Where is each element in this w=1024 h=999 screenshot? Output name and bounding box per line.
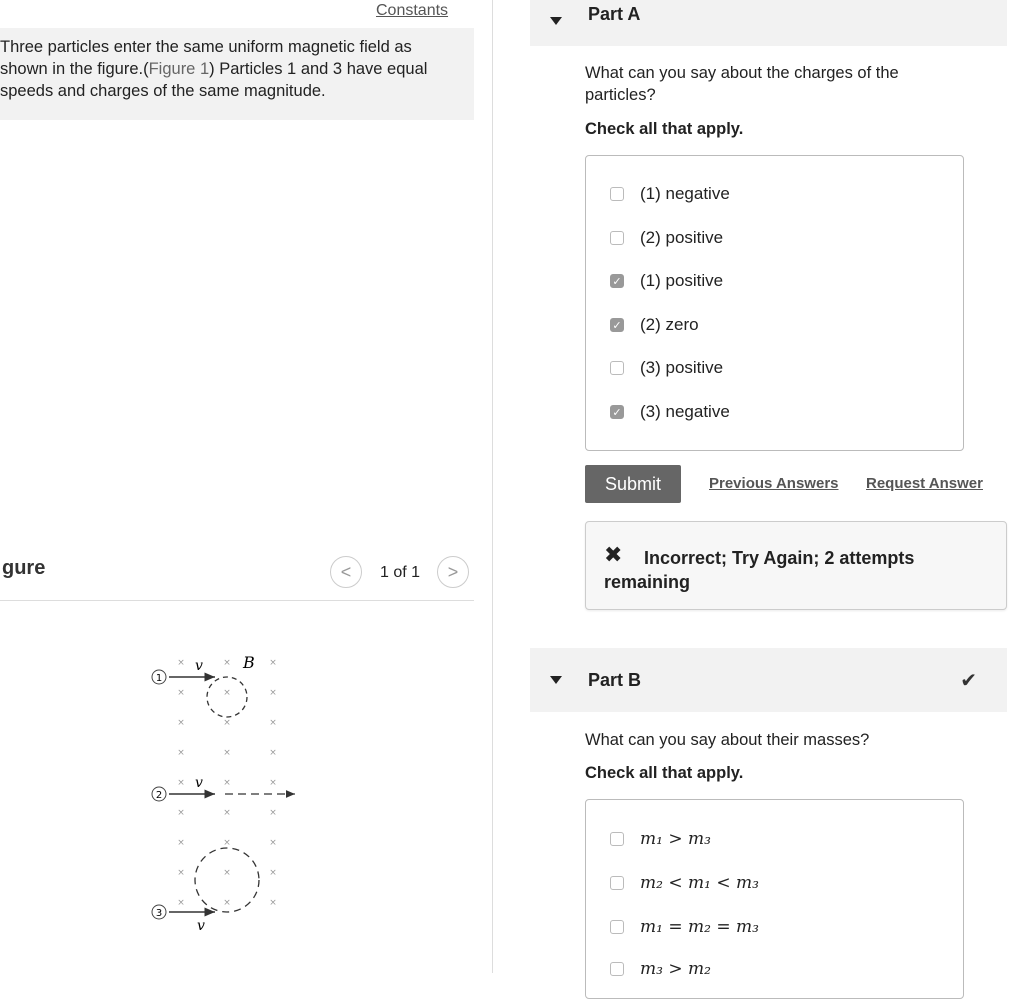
part-a-options	[585, 155, 964, 451]
part-a-header[interactable]	[530, 0, 1007, 46]
checkbox[interactable]	[610, 962, 624, 976]
option-1-negative[interactable]	[610, 183, 730, 205]
previous-answers-link[interactable]: Previous Answers	[709, 475, 839, 492]
field-x-marker: ×	[177, 808, 185, 818]
field-x-marker: ×	[269, 658, 277, 668]
field-x-marker: ×	[269, 778, 277, 788]
next-figure-button[interactable]	[437, 556, 469, 588]
option-m3-gt-m2[interactable]	[610, 958, 711, 980]
option-m1-gt-m3[interactable]	[610, 828, 711, 850]
field-x-marker: ×	[269, 838, 277, 848]
checkbox[interactable]	[610, 832, 624, 846]
option-label: (3) positive	[640, 358, 724, 377]
option-3-positive[interactable]	[610, 357, 723, 379]
left-panel	[0, 0, 474, 973]
field-label: B	[243, 653, 255, 672]
intro-text	[0, 36, 460, 102]
option-label: m₁ = m₂ = m₃	[640, 917, 759, 937]
checkmark-icon: ✓	[612, 319, 622, 332]
checkbox-checked[interactable]	[610, 318, 624, 332]
part-a-instruction: Check all that apply.	[585, 120, 744, 138]
field-x-marker: ×	[177, 898, 185, 908]
incorrect-x-icon: ✖	[604, 542, 623, 567]
velocity-label-3: v	[197, 918, 205, 934]
part-b-options	[585, 799, 964, 999]
velocity-label-2: v	[195, 775, 203, 791]
field-markers	[177, 658, 277, 908]
checkmark-icon: ✔	[960, 670, 977, 692]
option-3-negative[interactable]	[610, 401, 730, 423]
figure-heading: gure	[2, 557, 46, 579]
part-b-header[interactable]	[530, 648, 1007, 712]
part-b-question: What can you say about their masses?	[585, 731, 870, 749]
checkmark-icon: ✓	[612, 275, 622, 288]
feedback-box	[585, 521, 1007, 610]
chevron-left-icon: <	[340, 561, 352, 582]
option-label: m₂ < m₁ < m₃	[640, 873, 759, 893]
field-x-marker: ×	[223, 838, 231, 848]
part-a-title: Part A	[588, 4, 641, 24]
field-x-marker: ×	[223, 808, 231, 818]
field-x-marker: ×	[269, 868, 277, 878]
option-1-positive[interactable]	[610, 270, 723, 292]
checkbox-checked[interactable]	[610, 274, 624, 288]
field-x-marker: ×	[269, 898, 277, 908]
intro-text-end: ) Particles 1 and 3 have equal speeds and charges of the same magnitude.	[0, 60, 428, 100]
field-x-marker: ×	[223, 658, 231, 668]
field-x-marker: ×	[177, 838, 185, 848]
option-label: (2) zero	[640, 315, 699, 334]
field-x-marker: ×	[269, 718, 277, 728]
checkbox[interactable]	[610, 920, 624, 934]
checkbox[interactable]	[610, 876, 624, 890]
velocity-label-1: v	[195, 658, 203, 674]
option-label: m₃ > m₂	[640, 959, 711, 979]
collapse-triangle-icon	[550, 676, 562, 684]
option-m1-eq-m2-eq-m3[interactable]	[610, 916, 759, 938]
panel-divider	[492, 0, 493, 973]
particle-1-path	[152, 653, 255, 717]
field-x-marker: ×	[177, 658, 185, 668]
intro-text-start: Three particles enter the same uniform magnetic field as shown in the figure.(	[0, 38, 412, 78]
figure-link[interactable]: Figure 1	[148, 60, 210, 78]
option-label: m₁ > m₃	[640, 829, 711, 849]
option-2-zero[interactable]	[610, 314, 699, 336]
field-x-marker: ×	[223, 748, 231, 758]
request-answer-link[interactable]: Request Answer	[866, 475, 983, 492]
field-x-marker: ×	[177, 718, 185, 728]
checkbox-checked[interactable]	[610, 405, 624, 419]
field-x-marker: ×	[223, 778, 231, 788]
option-label: (1) positive	[640, 271, 724, 290]
collapse-triangle-icon	[550, 17, 562, 25]
field-x-marker: ×	[177, 748, 185, 758]
field-x-marker: ×	[269, 808, 277, 818]
figure-pager	[330, 556, 475, 590]
field-x-marker: ×	[223, 898, 231, 908]
option-2-positive[interactable]	[610, 227, 723, 249]
part-a-question: What can you say about the charges of the particles?	[585, 64, 899, 104]
field-x-marker: ×	[177, 688, 185, 698]
constants-link[interactable]: Constants	[376, 2, 449, 19]
checkbox[interactable]	[610, 187, 624, 201]
chevron-right-icon: >	[447, 561, 459, 582]
option-m2-lt-m1-lt-m3[interactable]	[610, 872, 759, 894]
feedback-message: Incorrect; Try Again; 2 attempts remaining	[604, 548, 915, 592]
field-x-marker: ×	[223, 688, 231, 698]
option-label: (1) negative	[640, 184, 730, 203]
field-x-marker: ×	[223, 868, 231, 878]
part-b-instruction: Check all that apply.	[585, 764, 744, 782]
field-x-marker: ×	[223, 718, 231, 728]
field-x-marker: ×	[269, 748, 277, 758]
checkbox[interactable]	[610, 231, 624, 245]
prev-figure-button[interactable]	[330, 556, 362, 588]
particle-3-label: 3	[155, 908, 163, 919]
particle-2-label: 2	[155, 790, 163, 801]
figure-page-indicator: 1 of 1	[380, 564, 421, 581]
option-label: (2) positive	[640, 228, 724, 247]
submit-button[interactable]: Submit	[585, 465, 681, 503]
checkbox[interactable]	[610, 361, 624, 375]
particle-1-label: 1	[155, 673, 163, 684]
option-label: (3) negative	[640, 402, 730, 421]
field-x-marker: ×	[177, 778, 185, 788]
field-x-marker: ×	[177, 868, 185, 878]
figure-divider	[0, 600, 474, 601]
problem-intro	[0, 28, 474, 120]
field-x-marker: ×	[269, 688, 277, 698]
magnetic-field-figure	[145, 645, 315, 945]
checkmark-icon: ✓	[612, 406, 622, 419]
particle-3-path	[152, 848, 259, 934]
part-b-title: Part B	[588, 670, 642, 690]
